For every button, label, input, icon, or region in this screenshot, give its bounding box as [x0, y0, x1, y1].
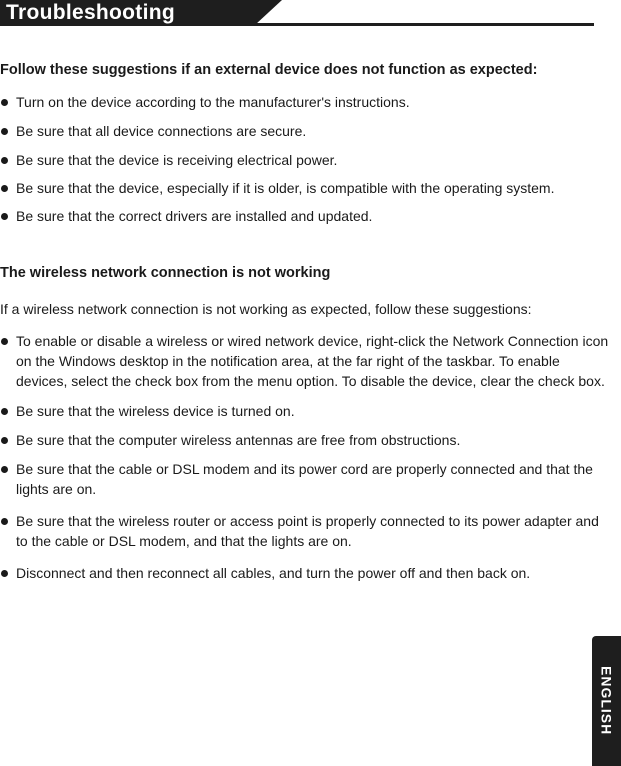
external-device-list: [0, 92, 610, 226]
section-heading-external-device: Follow these suggestions if an external device does not function as expected:: [0, 62, 538, 78]
page-title: Troubleshooting: [6, 1, 175, 24]
list-item: Be sure that all device connections are secure.: [0, 121, 610, 141]
wireless-intro-text: If a wireless network connection is not working as expected, follow these suggestions:: [0, 301, 532, 317]
section-heading-wireless: The wireless network connection is not working: [0, 265, 331, 281]
list-item: Disconnect and then reconnect all cables, and turn the power off and then back on.: [0, 563, 610, 583]
list-item: Be sure that the device is receiving electrical power.: [0, 150, 610, 170]
list-item: Be sure that the wireless device is turned on.: [0, 401, 610, 421]
list-item: Be sure that the computer wireless antennas are free from obstructions.: [0, 430, 610, 450]
list-item: Be sure that the correct drivers are installed and updated.: [0, 206, 610, 226]
list-item: Be sure that the wireless router or access point is properly connected to its power adapter and to the cable or DSL modem, and that the lights are on.: [0, 511, 610, 551]
language-tab-label: ENGLISH: [598, 666, 615, 736]
list-item: Turn on the device according to the manufacturer's instructions.: [0, 92, 610, 112]
page-header: [0, 0, 596, 28]
list-item: Be sure that the cable or DSL modem and its power cord are properly connected and that the lights are on.: [0, 459, 610, 499]
list-item: Be sure that the device, especially if it is older, is compatible with the operating system.: [0, 178, 610, 198]
list-item: To enable or disable a wireless or wired network device, right-click the Network Connection icon on the Windows desktop in the notification area, at the far right of the taskbar. To enable devices, select the check box from the menu option. To disable the device, clear the check box.: [0, 331, 610, 391]
wireless-suggestions-list: [0, 331, 610, 583]
language-tab: [592, 636, 621, 766]
